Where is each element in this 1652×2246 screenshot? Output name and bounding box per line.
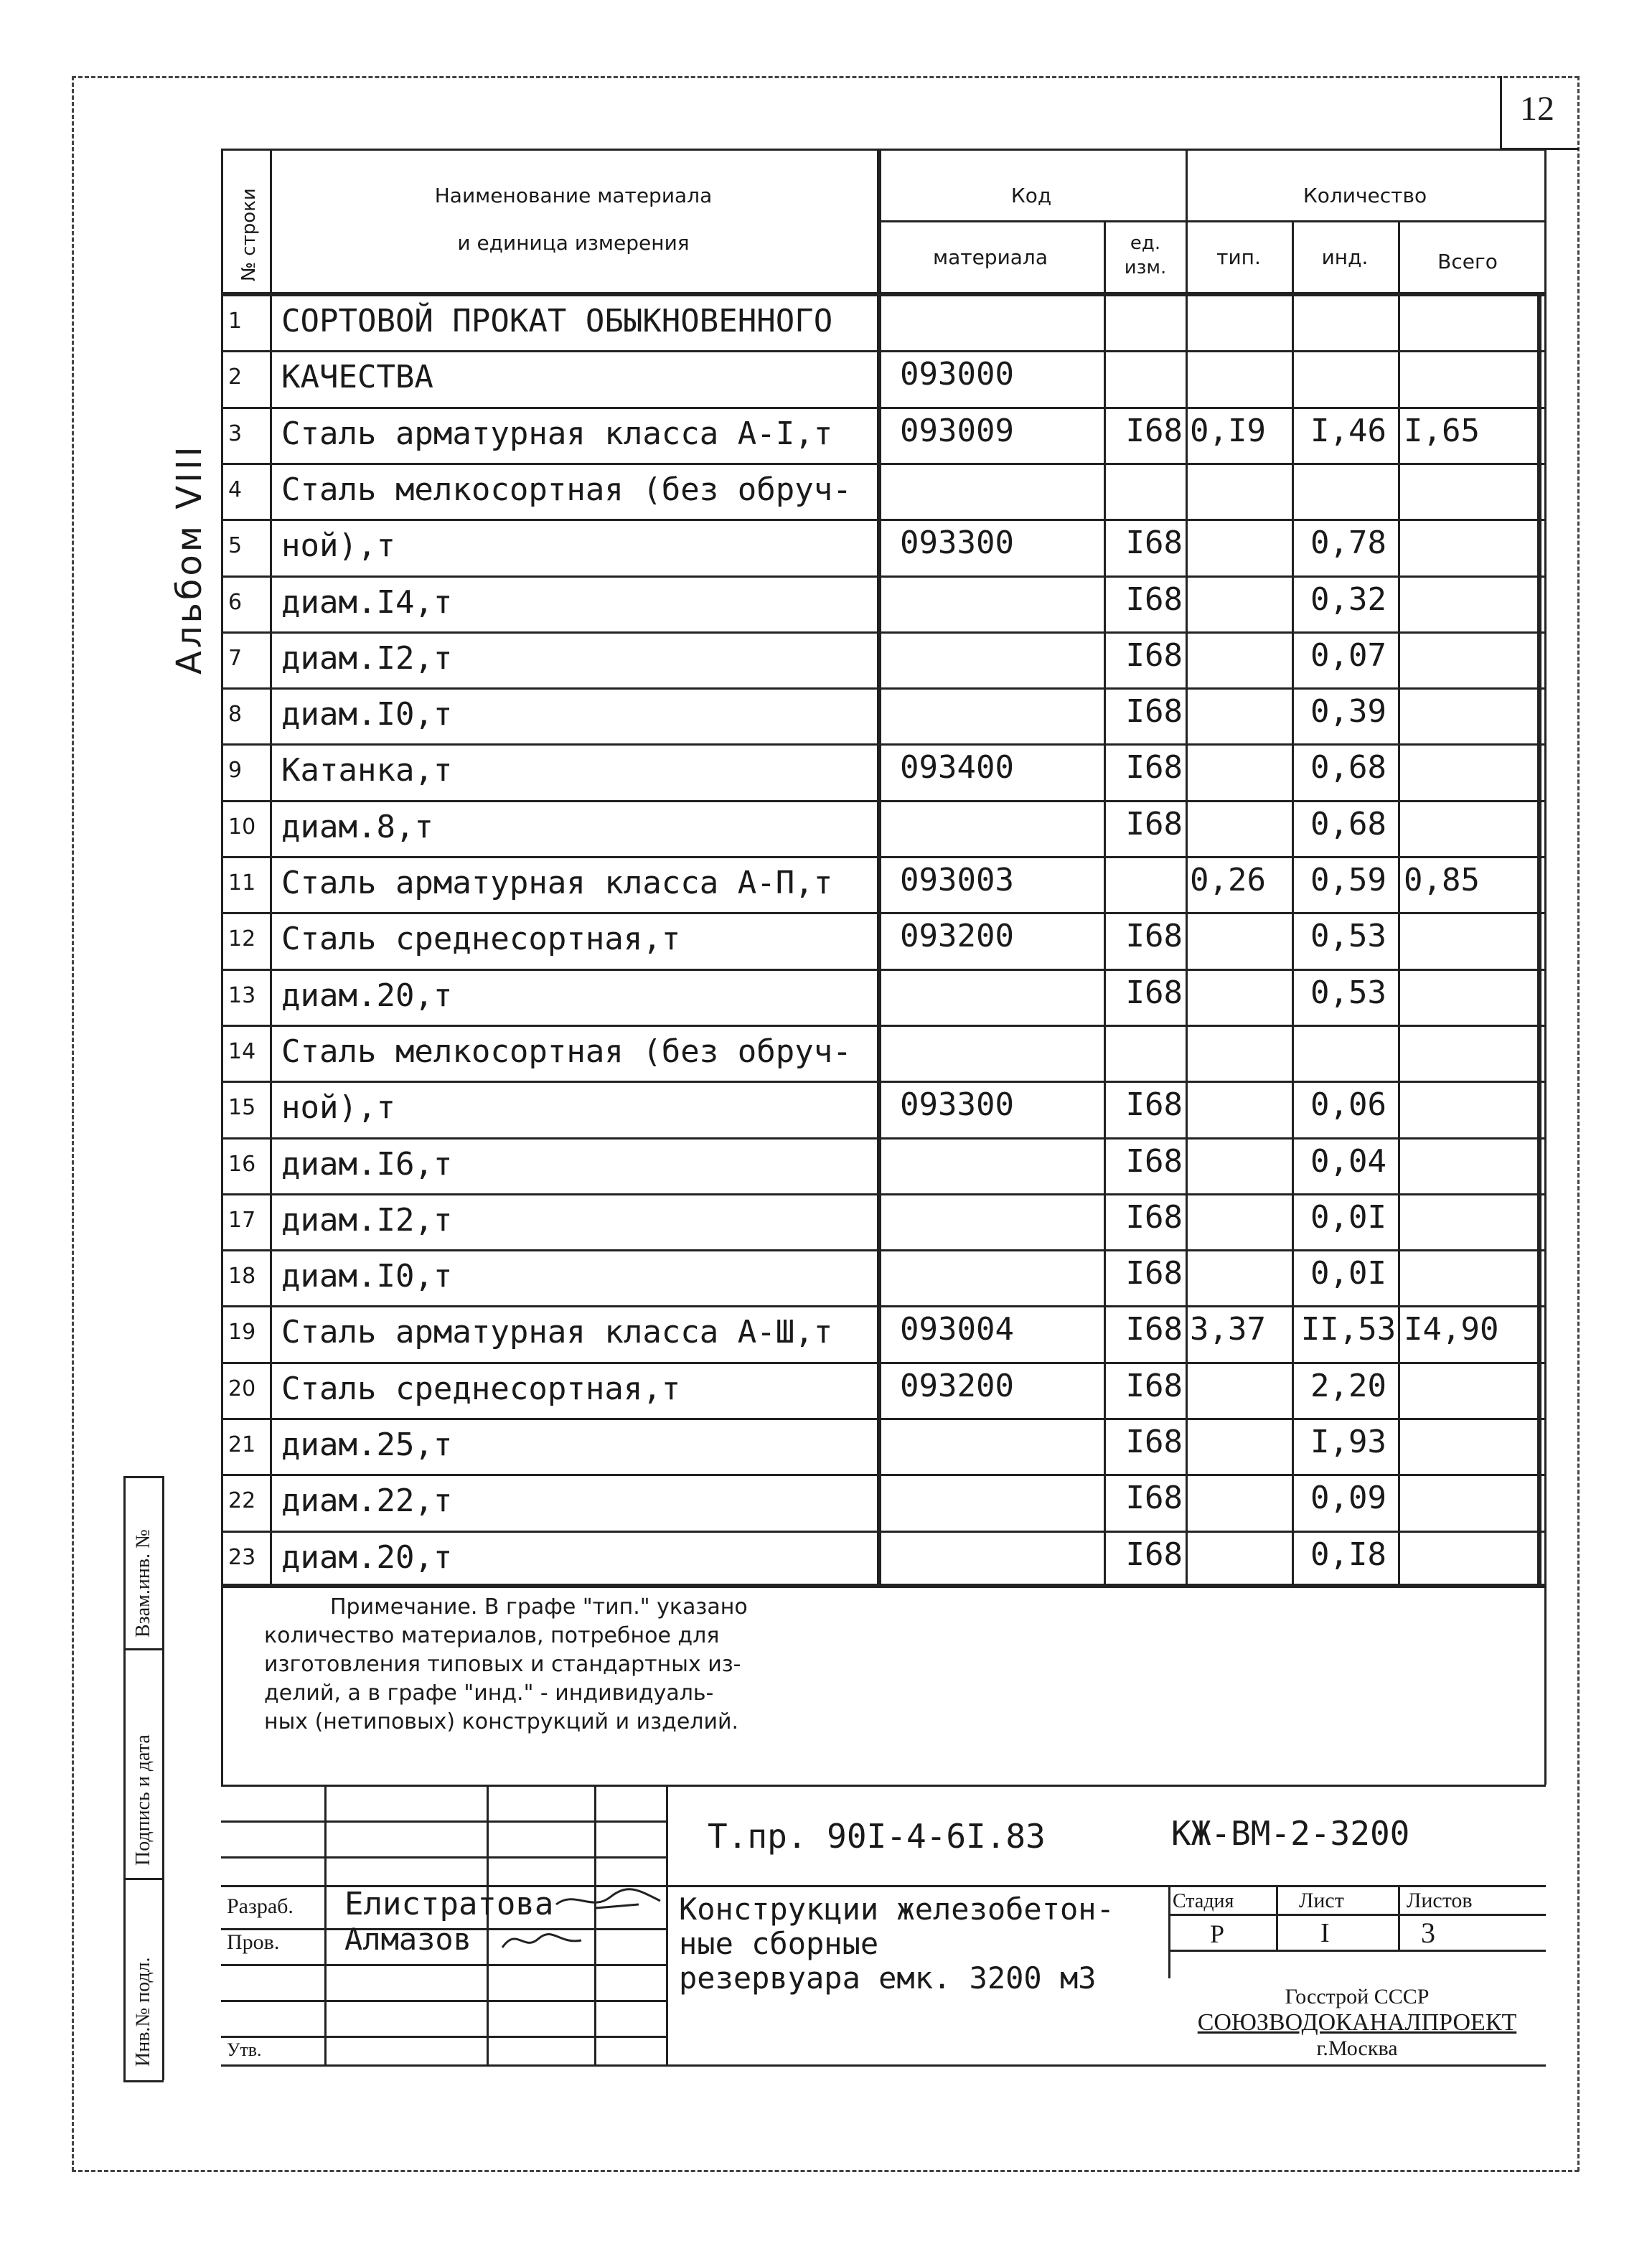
cell-code: 093003 (900, 862, 1014, 898)
header-name-line1: Наименование материала (434, 184, 713, 207)
sheet-label: Лист (1299, 1889, 1344, 1912)
cell-unit: I68 (1125, 636, 1183, 674)
cell-name: диам.I6,т (281, 1145, 453, 1183)
cell-name: диам.8,т (281, 808, 433, 845)
title-line1: Конструкции железобетон- (679, 1892, 1114, 1927)
cell-ind: 0,0I (1310, 1198, 1386, 1236)
stage-value: Р (1210, 1920, 1225, 1948)
row-separator (221, 1081, 1546, 1083)
name-razrab: Елистратова (344, 1886, 554, 1922)
cell-name: ной),т (281, 1089, 395, 1127)
cell-n: 9 (228, 758, 243, 784)
cell-ind: I,46 (1310, 412, 1386, 449)
cell-ind: 0,68 (1310, 805, 1386, 842)
signature-prov (495, 1923, 588, 1955)
cell-n: 13 (228, 982, 256, 1008)
role-utv: Утв. (227, 2039, 262, 2060)
cell-n: 18 (228, 1264, 256, 1289)
cell-ind: 0,32 (1310, 581, 1386, 618)
cell-ind: 0,68 (1310, 749, 1386, 786)
cell-total: I4,90 (1404, 1311, 1499, 1348)
table-bottom-line (221, 1584, 1546, 1588)
header-code: Код (1010, 184, 1052, 207)
row-separator (221, 1531, 1546, 1533)
stage-label: Стадия (1173, 1890, 1234, 1912)
row-separator (221, 519, 1546, 521)
cell-n: 21 (228, 1432, 256, 1457)
row-separator (221, 1474, 1546, 1476)
stamp-col-right (162, 1476, 164, 2080)
row-separator (221, 463, 1546, 465)
cell-unit: I68 (1125, 1424, 1183, 1460)
sig-row-1 (221, 1820, 666, 1823)
cell-n: 16 (228, 1151, 256, 1177)
sig-row-5 (221, 1964, 666, 1966)
cell-ind: 0,78 (1310, 525, 1386, 562)
header-bottom-line (221, 292, 1546, 296)
cell-code: 093000 (900, 356, 1014, 393)
title-line2: ные сборные (679, 1926, 879, 1961)
cell-ind: 0,09 (1310, 1480, 1386, 1517)
cell-ind: 2,20 (1310, 1367, 1386, 1404)
cell-n: 12 (228, 926, 256, 952)
cell-ind: 0,07 (1310, 636, 1386, 674)
note-line: Примечание. В графе "тип." указано (330, 1594, 748, 1620)
frame-right (1577, 76, 1580, 2171)
cell-n: 5 (228, 533, 243, 559)
cell-code: 093009 (900, 412, 1014, 449)
col-rownum-left (221, 149, 223, 1785)
row-separator (221, 687, 1546, 690)
cell-name: Сталь мелкосортная (без обруч- (281, 1033, 852, 1070)
cell-code: 093300 (900, 525, 1014, 562)
header-subline (877, 220, 1546, 222)
cell-ind: 0,04 (1310, 1142, 1386, 1180)
cell-unit: I68 (1125, 1086, 1183, 1124)
cell-ind: II,53 (1300, 1311, 1397, 1348)
cell-unit: I68 (1125, 581, 1183, 618)
cell-name: Сталь арматурная класса А-П,т (281, 865, 833, 901)
frame-top (72, 76, 1579, 78)
row-separator (221, 1025, 1546, 1027)
cell-name: Сталь мелкосортная (без обруч- (281, 471, 852, 508)
sig-col-3 (594, 1785, 596, 2066)
cell-unit: I68 (1125, 974, 1183, 1011)
cell-typ: 0,I9 (1190, 412, 1266, 449)
tb-mid (666, 1885, 1546, 1887)
org-line2: СОЮЗВОДОКАНАЛПРОЕКТ (1197, 2009, 1517, 2036)
tb-sheets-left (1398, 1885, 1400, 1951)
cell-ind: 0,53 (1310, 918, 1386, 955)
cell-code: 093200 (900, 918, 1014, 955)
table-right-edge (1544, 149, 1547, 1785)
sig-col-1 (324, 1785, 327, 2066)
header-code-material: материала (932, 245, 1048, 269)
cell-n: 2 (228, 365, 243, 390)
cell-n: 8 (228, 702, 243, 728)
tb-sheet-left (1276, 1885, 1278, 1951)
sheets-label: Листов (1407, 1889, 1473, 1912)
header-code-unit: ед. изм. (1124, 232, 1167, 278)
header-qty-ind: инд. (1321, 245, 1369, 269)
sheets-value: 3 (1421, 1917, 1435, 1949)
cell-n: 7 (228, 645, 243, 671)
cell-name: Катанка,т (281, 752, 453, 789)
page-number: 12 (1520, 90, 1554, 128)
cell-ind: 0,39 (1310, 693, 1386, 730)
cell-name: диам.I0,т (281, 696, 453, 733)
cell-n: 17 (228, 1207, 256, 1233)
cell-name: диам.I2,т (281, 1201, 453, 1239)
cell-n: 14 (228, 1038, 256, 1064)
col-total-right (1537, 292, 1541, 1586)
cell-n: 19 (228, 1320, 256, 1345)
cell-name: ной),т (281, 527, 395, 565)
row-separator (221, 407, 1546, 409)
note-line: изготовления типовых и стандартных из- (264, 1652, 741, 1677)
title-line3: резервуара емк. 3200 м3 (679, 1960, 1097, 1996)
note-line: ных (нетиповых) конструкций и изделий. (264, 1709, 738, 1734)
stamp-bottom (123, 2080, 164, 2082)
cell-name: Сталь арматурная класса А-Ш,т (281, 1314, 833, 1351)
cell-name: диам.I0,т (281, 1258, 453, 1295)
col-typ-right (1292, 220, 1294, 1584)
project-code: Т.пр. 90I-4-6I.83 (708, 1817, 1046, 1856)
row-separator (221, 743, 1546, 746)
tb-left-block-right (666, 1785, 668, 2066)
cell-typ: 0,26 (1190, 862, 1266, 898)
cell-n: 1 (228, 309, 243, 334)
row-separator (221, 912, 1546, 914)
tb-bottom (221, 2064, 1546, 2067)
cell-typ: 3,37 (1190, 1311, 1266, 1348)
sig-row-2 (221, 1856, 666, 1859)
cell-n: 4 (228, 476, 243, 502)
sheet-value: I (1320, 1918, 1330, 1948)
cell-name: диам.25,т (281, 1427, 453, 1463)
cell-unit: I68 (1125, 1367, 1183, 1404)
table-top-line (221, 149, 1546, 151)
cell-unit: I68 (1125, 1311, 1183, 1348)
row-separator (221, 1249, 1546, 1251)
cell-ind: 0,59 (1310, 862, 1386, 898)
tb-stage-top (1168, 1914, 1546, 1916)
stamp-top (123, 1476, 164, 1478)
org-line1: Госстрой СССР (1285, 1985, 1430, 2008)
note-line: количество материалов, потребное для (264, 1623, 720, 1648)
row-separator (221, 1362, 1546, 1364)
cell-code: 093300 (900, 1086, 1014, 1124)
role-prov: Пров. (227, 1930, 280, 1954)
stamp-sep-1 (123, 1648, 164, 1650)
stamp-vzam: Взам.инв. № (132, 1529, 154, 1637)
stamp-podpis: Подпись и дата (132, 1734, 154, 1866)
row-separator (221, 1193, 1546, 1195)
cell-n: 22 (228, 1488, 256, 1514)
row-separator (221, 631, 1546, 634)
tb-stage-left (1168, 1885, 1170, 1978)
cell-ind: 0,06 (1310, 1086, 1386, 1124)
cell-n: 10 (228, 814, 256, 840)
cell-name: Сталь среднесортная,т (281, 921, 681, 958)
doc-code: КЖ-ВМ-2-3200 (1171, 1814, 1410, 1853)
org-line3: г.Москва (1316, 2036, 1398, 2060)
cell-name: Сталь арматурная класса А-I,т (281, 415, 833, 452)
cell-name: диам.22,т (281, 1483, 453, 1520)
row-separator (221, 856, 1546, 858)
cell-unit: I68 (1125, 1198, 1183, 1236)
tb-stage-bottom (1168, 1950, 1546, 1952)
cell-n: 20 (228, 1376, 256, 1401)
cell-ind: 0,I8 (1310, 1536, 1386, 1573)
cell-unit: I68 (1125, 805, 1183, 842)
cell-code: 093200 (900, 1367, 1014, 1404)
col-name-right (877, 149, 881, 1586)
cell-ind: 0,53 (1310, 974, 1386, 1011)
album-label: Альбом VIII (169, 443, 210, 675)
cell-n: 3 (228, 420, 243, 446)
stamp-inv: Инв.№ подл. (132, 1957, 154, 2067)
row-separator (221, 1418, 1546, 1420)
cell-name: диам.I2,т (281, 639, 453, 677)
cell-name: Сталь среднесортная,т (281, 1370, 681, 1407)
row-separator (221, 575, 1546, 578)
row-separator (221, 350, 1546, 352)
name-prov: Алмазов (344, 1922, 472, 1957)
stamp-sep-2 (123, 1878, 164, 1880)
cell-code: 093004 (900, 1311, 1014, 1348)
cell-name: диам.20,т (281, 977, 453, 1014)
cell-unit: I68 (1125, 749, 1183, 786)
cell-n: 11 (228, 870, 256, 896)
cell-code: 093400 (900, 749, 1014, 786)
header-qty: Количество (1303, 184, 1427, 207)
signature-razrab (553, 1883, 667, 1917)
row-separator (221, 1137, 1546, 1140)
cell-unit: I68 (1125, 1536, 1183, 1573)
row-separator (221, 800, 1546, 802)
page-number-box-left (1500, 76, 1502, 148)
sig-row-7 (221, 2036, 666, 2038)
cell-unit: I68 (1125, 1480, 1183, 1517)
cell-n: 23 (228, 1544, 256, 1570)
cell-unit: I68 (1125, 1142, 1183, 1180)
cell-ind: 0,0I (1310, 1255, 1386, 1292)
row-separator (221, 1305, 1546, 1307)
note-line: делий, а в графе "инд." - индивидуаль- (264, 1681, 714, 1706)
cell-unit: I68 (1125, 412, 1183, 449)
header-row-no: № строки (238, 188, 260, 281)
cell-total: 0,85 (1404, 862, 1480, 898)
sig-col-2 (487, 1785, 489, 2066)
cell-name: СОРТОВОЙ ПРОКАТ ОБЫКНОВЕННОГО (281, 303, 833, 339)
row-separator (221, 969, 1546, 971)
cell-ind: I,93 (1310, 1424, 1386, 1460)
sig-row-6 (221, 2000, 666, 2002)
header-name-line2: и единица измерения (457, 231, 690, 255)
tb-top (221, 1785, 1546, 1787)
frame-left (72, 76, 74, 2171)
cell-unit: I68 (1125, 693, 1183, 730)
col-ind-right (1398, 220, 1400, 1584)
col-unit-right (1186, 149, 1188, 1584)
cell-unit: I68 (1125, 1255, 1183, 1292)
cell-total: I,65 (1404, 412, 1480, 449)
cell-n: 15 (228, 1095, 256, 1121)
cell-name: диам.I4,т (281, 583, 453, 621)
stamp-col-left (123, 1476, 126, 2080)
header-qty-typ: тип. (1216, 245, 1261, 269)
cell-name: диам.20,т (281, 1538, 453, 1576)
frame-bottom (72, 2170, 1579, 2172)
cell-unit: I68 (1125, 525, 1183, 562)
cell-name: КАЧЕСТВА (281, 359, 433, 396)
cell-n: 6 (228, 589, 243, 615)
cell-unit: I68 (1125, 918, 1183, 955)
role-razrab: Разраб. (227, 1894, 294, 1918)
header-qty-total: Всего (1437, 250, 1498, 273)
col-rownum-right (270, 149, 272, 1584)
